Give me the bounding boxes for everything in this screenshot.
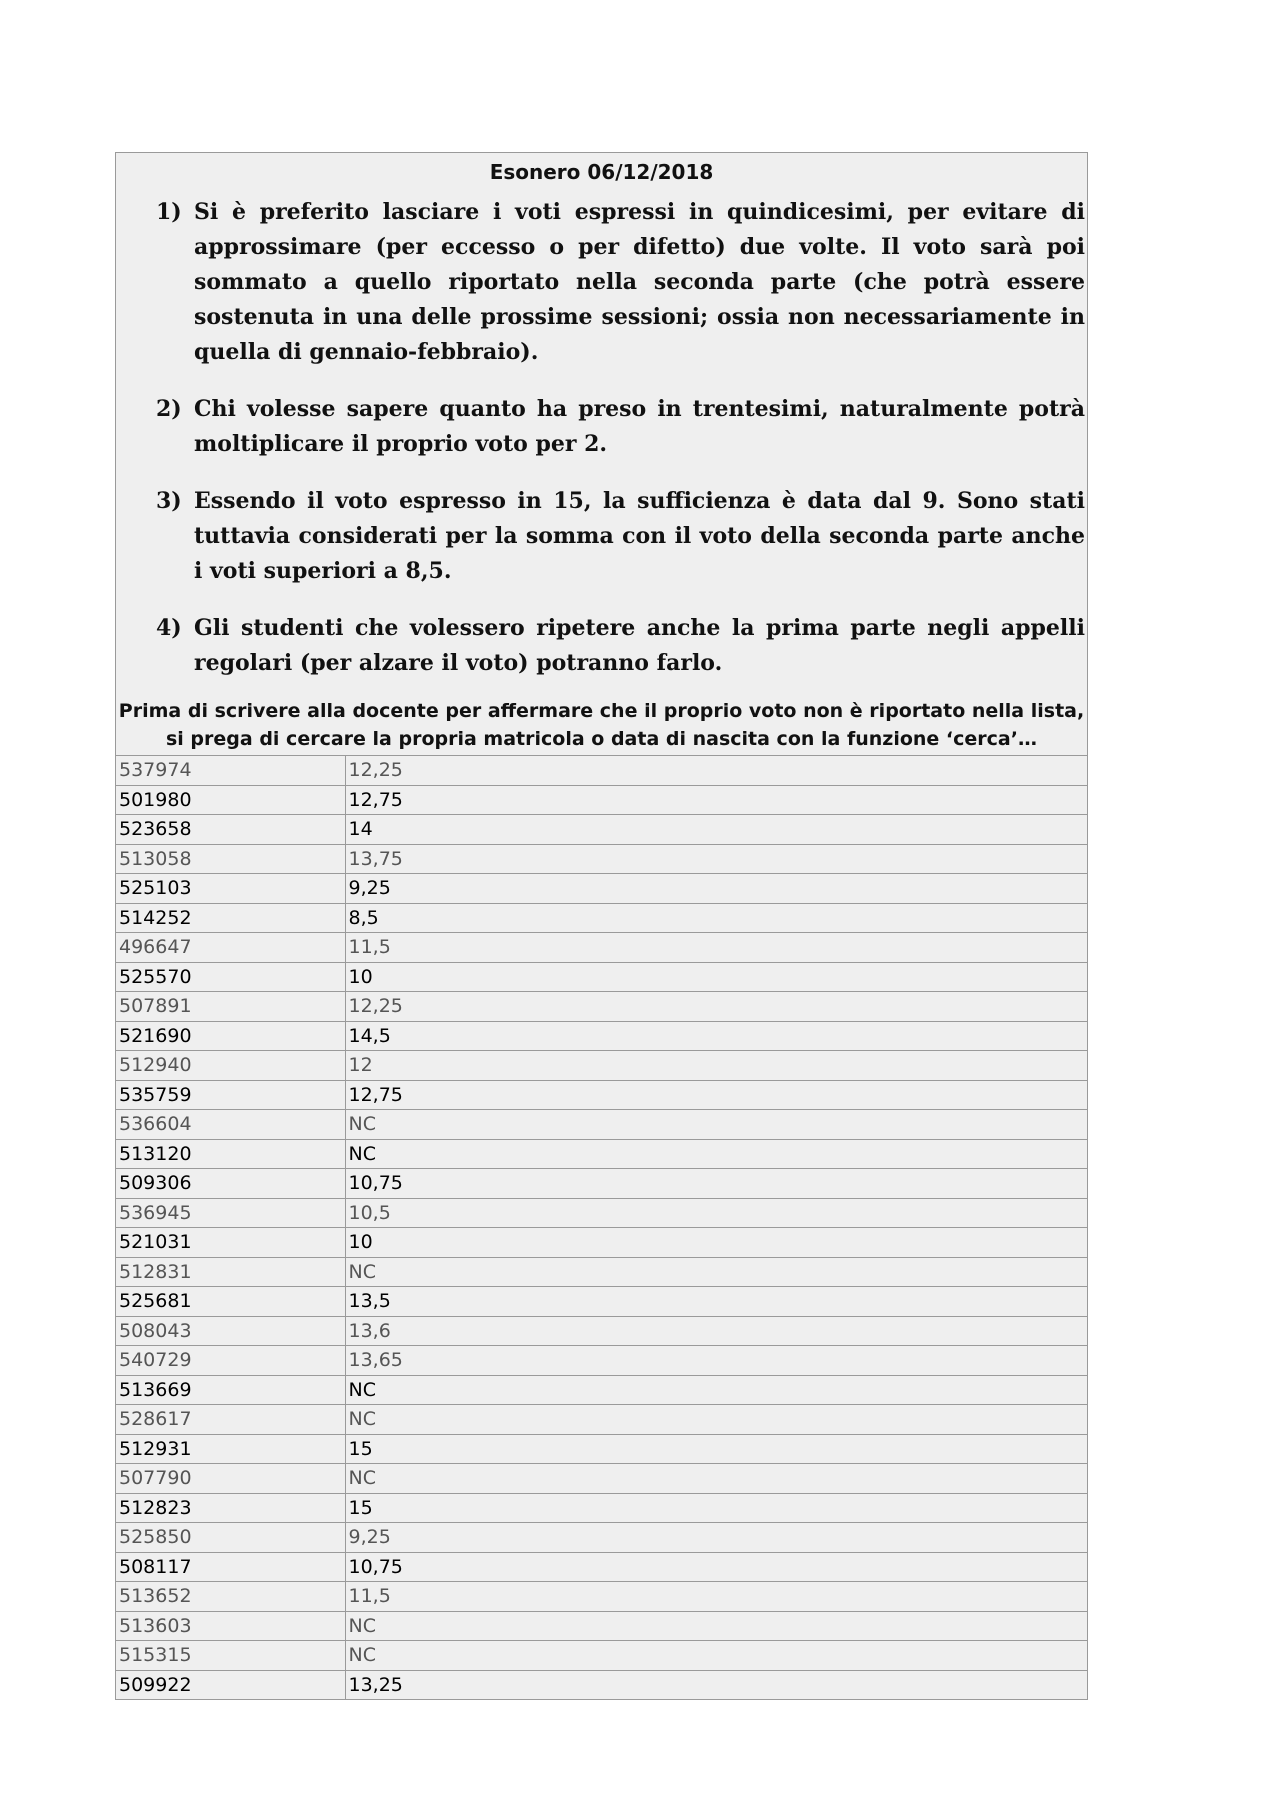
note-item [156, 392, 1085, 462]
student-id-cell: 525681 [116, 1287, 345, 1317]
student-id-cell: 513652 [116, 1582, 345, 1612]
table-row [116, 962, 1087, 992]
grade-cell: 10,75 [345, 1552, 1087, 1582]
grade-cell: 12,75 [345, 785, 1087, 815]
note-item [156, 484, 1085, 589]
table-row [116, 1316, 1087, 1346]
student-id-cell: 512831 [116, 1257, 345, 1287]
grade-cell: 14,5 [345, 1021, 1087, 1051]
note-text: Chi volesse sapere quanto ha preso in trentesimi, naturalmente potrà moltiplicare il proprio voto per 2. [194, 396, 1085, 457]
grade-cell: 10 [345, 962, 1087, 992]
student-id-cell: 496647 [116, 933, 345, 963]
grade-cell: NC [345, 1611, 1087, 1641]
student-id-cell: 525850 [116, 1523, 345, 1553]
note-item [156, 611, 1085, 681]
grade-cell: NC [345, 1110, 1087, 1140]
table-row [116, 1110, 1087, 1140]
note-number: 4) [156, 615, 182, 641]
grades-table [116, 756, 1087, 1699]
table-row [116, 903, 1087, 933]
student-id-cell: 536945 [116, 1198, 345, 1228]
grade-cell: 10,5 [345, 1198, 1087, 1228]
grade-cell: NC [345, 1375, 1087, 1405]
table-row [116, 1257, 1087, 1287]
table-row [116, 1287, 1087, 1317]
table-row [116, 756, 1087, 785]
grade-cell: 12,25 [345, 992, 1087, 1022]
student-id-cell: 514252 [116, 903, 345, 933]
student-id-cell: 537974 [116, 756, 345, 785]
table-row [116, 815, 1087, 845]
document-title: Esonero 06/12/2018 [489, 160, 714, 184]
grade-cell: 11,5 [345, 933, 1087, 963]
table-row [116, 1641, 1087, 1671]
table-row [116, 1139, 1087, 1169]
grade-cell: NC [345, 1405, 1087, 1435]
table-row [116, 1021, 1087, 1051]
grades-table-body [116, 756, 1087, 1699]
student-id-cell: 507790 [116, 1464, 345, 1494]
table-row [116, 1169, 1087, 1199]
search-warning: Prima di scrivere alla docente per affermare che il proprio voto non è riportato nella lista, si prega di cercare la propria matricola o data di nascita con la funzione ‘cerca’… [116, 697, 1087, 756]
student-id-cell: 528617 [116, 1405, 345, 1435]
grade-cell: 10 [345, 1228, 1087, 1258]
grade-cell: NC [345, 1464, 1087, 1494]
student-id-cell: 521031 [116, 1228, 345, 1258]
table-row [116, 1080, 1087, 1110]
student-id-cell: 521690 [116, 1021, 345, 1051]
document-sheet [115, 152, 1088, 1700]
table-row [116, 1434, 1087, 1464]
student-id-cell: 513603 [116, 1611, 345, 1641]
grade-cell: 12 [345, 1051, 1087, 1081]
student-id-cell: 513669 [116, 1375, 345, 1405]
table-row [116, 1198, 1087, 1228]
student-id-cell: 513120 [116, 1139, 345, 1169]
grade-cell: 12,75 [345, 1080, 1087, 1110]
grade-cell: 13,25 [348, 1673, 403, 1696]
student-id-cell: 523658 [116, 815, 345, 845]
student-id-cell: 525103 [116, 874, 345, 904]
student-id-cell: 535759 [116, 1080, 345, 1110]
grade-cell: 13,65 [345, 1346, 1087, 1376]
table-row [116, 1346, 1087, 1376]
table-row [116, 874, 1087, 904]
table-row [116, 1523, 1087, 1553]
student-id-cell: 515315 [116, 1641, 345, 1671]
grade-cell: NC [345, 1139, 1087, 1169]
note-number: 1) [156, 199, 182, 225]
student-id-cell: 508117 [116, 1552, 345, 1582]
table-row [116, 1464, 1087, 1494]
student-id-cell: 536604 [116, 1110, 345, 1140]
table-row [116, 1051, 1087, 1081]
student-id-cell: 512940 [116, 1051, 345, 1081]
table-row [116, 1375, 1087, 1405]
grade-cell: 13,6 [345, 1316, 1087, 1346]
note-text: Essendo il voto espresso in 15, la sufficienza è data dal 9. Sono stati tuttavia considerati per la somma con il voto della seconda parte anche i voti superiori a 8,5. [194, 488, 1085, 584]
table-row [116, 1670, 1087, 1699]
table-row [116, 992, 1087, 1022]
grade-cell: 13,5 [345, 1287, 1087, 1317]
grade-cell: 9,25 [345, 874, 1087, 904]
grade-cell: 11,5 [345, 1582, 1087, 1612]
grade-cell: 14 [345, 815, 1087, 845]
student-id-cell: 508043 [116, 1316, 345, 1346]
table-row [116, 785, 1087, 815]
student-id-cell: 512931 [116, 1434, 345, 1464]
grade-cell: 15 [345, 1434, 1087, 1464]
student-id-cell: 540729 [116, 1346, 345, 1376]
student-id-cell: 509306 [116, 1169, 345, 1199]
note-item [156, 195, 1085, 370]
student-id-cell: 507891 [116, 992, 345, 1022]
table-row [116, 1611, 1087, 1641]
grade-cell: 15 [345, 1493, 1087, 1523]
table-row [116, 1405, 1087, 1435]
note-number: 2) [156, 396, 182, 422]
grade-cell: 13,75 [345, 844, 1087, 874]
notes-list [116, 195, 1087, 681]
grade-cell: NC [345, 1641, 1087, 1671]
table-row [116, 1493, 1087, 1523]
note-text: Si è preferito lasciare i voti espressi in quindicesimi, per evitare di approssimare (per eccesso o per difetto) due volte. Il voto sarà poi sommato a quello riportato nella seconda parte (che potrà essere sostenuta in una delle prossime sessioni; ossia non necessariamente in quella di gennaio-febbraio). [194, 199, 1085, 365]
student-id-cell: 501980 [116, 785, 345, 815]
student-id-cell: 509922 [116, 1670, 345, 1699]
note-number: 3) [156, 488, 182, 514]
table-row [116, 1582, 1087, 1612]
grade-cell: 9,25 [345, 1523, 1087, 1553]
grade-cell: 10,75 [345, 1169, 1087, 1199]
student-id-cell: 525570 [116, 962, 345, 992]
student-id-cell: 513058 [116, 844, 345, 874]
grade-cell: NC [345, 1257, 1087, 1287]
grade-cell: 12,25 [345, 756, 1087, 785]
table-row [116, 1552, 1087, 1582]
table-row [116, 844, 1087, 874]
student-id-cell: 512823 [116, 1493, 345, 1523]
grade-cell: 8,5 [345, 903, 1087, 933]
table-row [116, 1228, 1087, 1258]
table-row [116, 933, 1087, 963]
note-text: Gli studenti che volessero ripetere anche la prima parte negli appelli regolari (per alzare il voto) potranno farlo. [194, 615, 1085, 676]
